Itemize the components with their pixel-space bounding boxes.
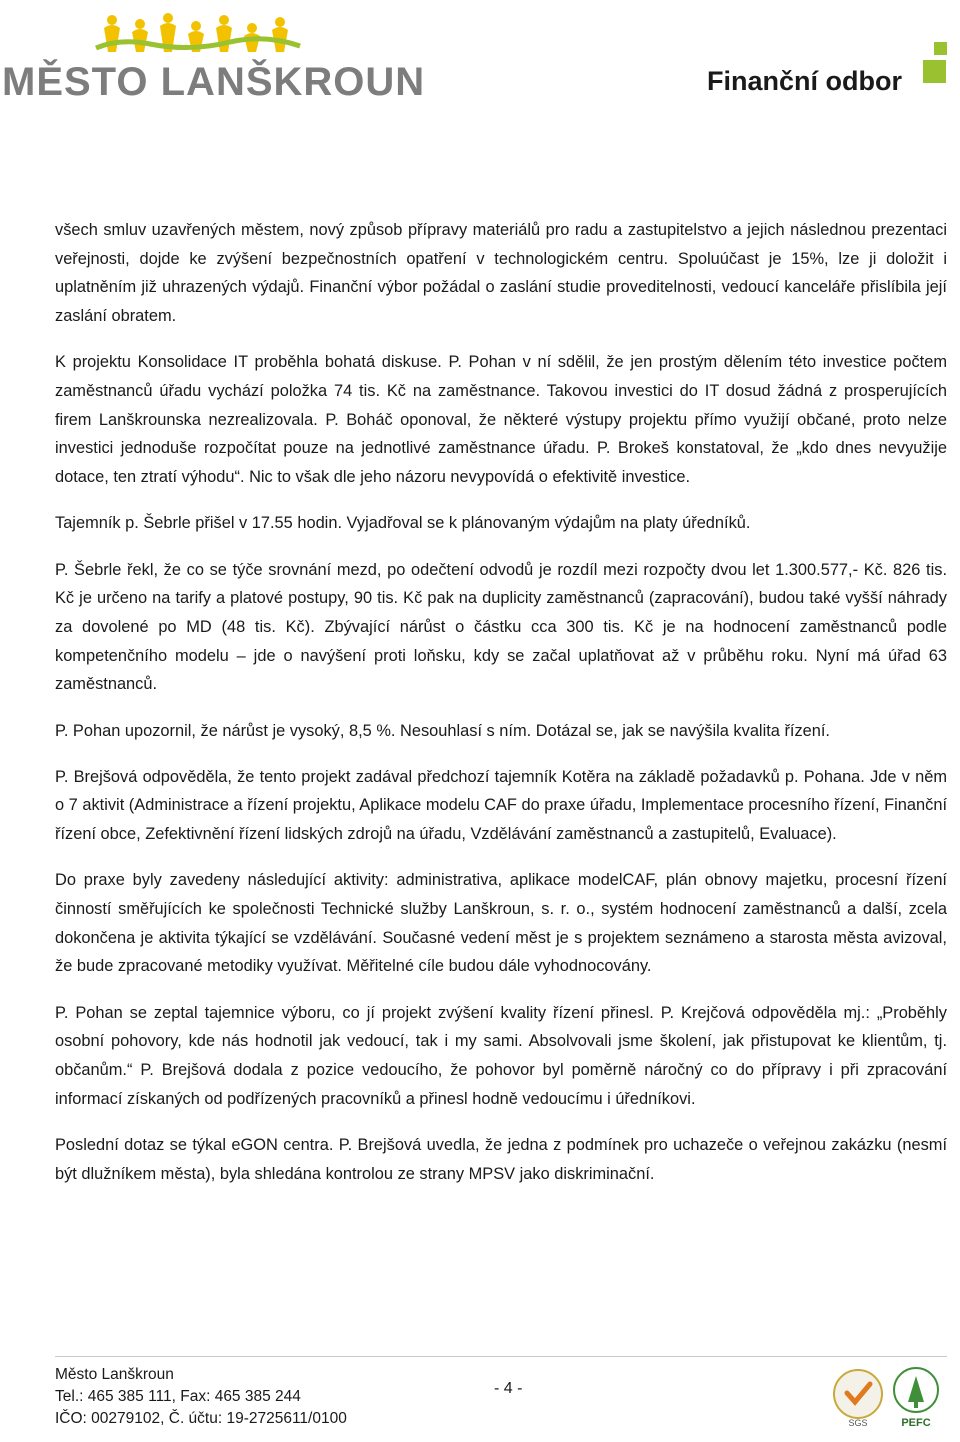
pefc-label: PEFC <box>901 1417 931 1429</box>
document-body <box>55 216 947 1206</box>
certification-logos <box>828 1362 948 1432</box>
paragraph: P. Pohan upozornil, že nárůst je vysoký, 8,5 %. Nesouhlasí s ním. Dotázal se, jak se navýšila kvalita řízení. <box>55 721 830 740</box>
page-number: - 4 - <box>494 1380 523 1397</box>
logo-wordmark: MĚSTO LANŠKROUN <box>2 60 426 104</box>
paragraph: Do praxe byly zavedeny následující aktivity: administrativa, aplikace modelCAF, plán obnovy majetku, procesní řízení činností směřujících ke společnosti Technické služby Lanškroun, s. r. o., systém hodnocení zaměstnanců a další, zcela dokončena je aktivita týkající se vzdělávání. Současné vedení měst je s projektem seznámeno a starosta města avizoval, že bude zpracované metodiky využívat. Měřitelné cíle budou dále vyhodnocovány. <box>55 871 947 976</box>
sgs-label: SGS <box>848 1418 868 1428</box>
paragraph: P. Šebrle řekl, že co se týče srovnání mezd, po odečtení odvodů je rozdíl mezi rozpočty dvou let 1.300.577,- Kč. 826 tis. Kč je určeno na tarify a platové postupy, 90 tis. Kč pak na duplicity zaměstnanců (zapracování), budou také vyšší náhrady za dovolené po MD (48 tis. Kč). Zbývající nárůst o částku cca 300 tis. Kč je na hodnocení zaměstnanců podle kompetenčního modelu – jde o navýšení proti loňsku, kdy se začal uplatňovat až v průběhu roku. Nyní má úřad 63 zaměstnanců. <box>55 560 947 694</box>
city-logo <box>0 8 426 108</box>
footer-divider <box>55 1356 947 1357</box>
decor-square-small <box>934 42 947 55</box>
footer-contact <box>55 1364 347 1430</box>
footer-org-name: Město Lanškroun <box>55 1366 174 1383</box>
decor-square-large <box>923 60 946 83</box>
paragraph: P. Pohan se zeptal tajemnice výboru, co jí projekt zvýšení kvality řízení přinesl. P. Krejčová odpověděla mj.: „Proběhly osobní pohovory, kde nás hodnotil jak vedoucí, tak i my sami. Absolvovali jsme školení, jak přistupovat ke klientům, tj. občanům.“ P. Brejšová dodala z pozice vedoucího, že pohovor byl poměrně náročný co do přípravy i při zpracování informací získaných od podřízených pracovníků a přinesl hodně vedoucímu i úředníkovi. <box>55 1003 947 1108</box>
footer-ico: IČO: 00279102, Č. účtu: 19-2725611/0100 <box>55 1410 347 1427</box>
paragraph: všech smluv uzavřených městem, nový způsob přípravy materiálů pro radu a zastupitelstvo a jejich následnou prezentaci veřejnosti, dojde ke zvýšení bezpečnostních opatření v technologickém centru. Spoluúčast je 15%, lze ji doložit i uplatněním již uhrazených výdajů. Finanční výbor požádal o zaslání studie proveditelnosti, vedoucí kanceláře přislíbila její zaslání obratem. <box>55 221 947 326</box>
sgs-cert-icon <box>834 1370 882 1428</box>
department-title: Finanční odbor <box>707 66 902 96</box>
paragraph: K projektu Konsolidace IT proběhla bohatá diskuse. P. Pohan v ní sdělil, že jen prostým dělením této investice počtem zaměstnanců úřadu vychází položka 74 tis. Kč na zaměstnance. Takovou investici do IT dosud žádná z prosperujících firem Lanškrounska nezrealizovala. P. Boháč oponoval, že některé výstupy projektu přímo využijí občané, proto nelze investici jednoduše rozpočítat pouze na jednotlivé zaměstnance úřadu. P. Brokeš konstatoval, že „kdo dnes nevyužije dotace, ten ztratí výhodu“. Nic to však dle jeho názoru nevypovídá o efektivitě investice. <box>55 353 947 487</box>
paragraph: P. Brejšová odpověděla, že tento projekt zadával předchozí tajemník Kotěra na základě požadavků p. Pohana. Jde v něm o 7 aktivit (Administrace a řízení projektu, Aplikace modelu CAF do praxe úřadu, Implementace procesního řízení, Finanční řízení obce, Zefektivnění řízení lidských zdrojů na úřadu, Vzdělávání zaměstnanců a zastupitelů, Evaluace). <box>55 767 947 844</box>
paragraph: Poslední dotaz se týkal eGON centra. P. Brejšová uvedla, že jedna z podmínek pro uchazeče o veřejnou zakázku (nesmí být dlužníkem města), byla shledána kontrolou ze strany MPSV jako diskriminační. <box>55 1135 947 1183</box>
page-header <box>0 0 960 120</box>
footer-phone: Tel.: 465 385 111, Fax: 465 385 244 <box>55 1388 301 1405</box>
paragraph: Tajemník p. Šebrle přišel v 17.55 hodin. Vyjadřoval se k plánovaným výdajům na platy úředníků. <box>55 514 751 533</box>
pefc-cert-icon <box>894 1368 938 1429</box>
crown-figures-icon <box>0 8 330 68</box>
